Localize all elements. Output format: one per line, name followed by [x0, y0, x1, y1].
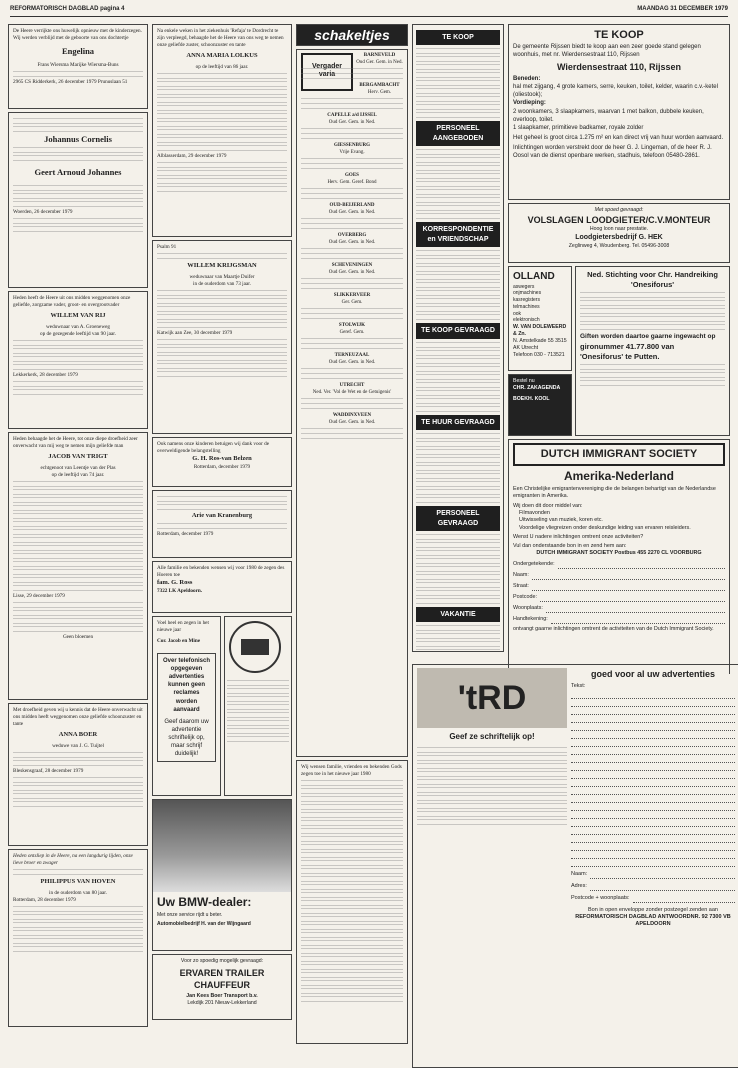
- stichting-giro: gironummer 41.77.800 van: [580, 342, 675, 352]
- meeting-notice: [301, 173, 403, 200]
- meeting-place: SLIKKERVEER: [333, 293, 371, 298]
- dutch-immigrant-society-ad: [508, 439, 730, 674]
- meeting-place: BARNEVELD: [363, 53, 396, 58]
- rd-tagline: Geef ze schriftelijk op!: [449, 732, 535, 741]
- rd-text-line[interactable]: [571, 771, 735, 779]
- dis-field-label: Naam:: [513, 572, 529, 579]
- notice-second-name: Geert Arnoud Johannes: [34, 167, 122, 178]
- notice-date: Lisse, 29 december 1979: [13, 592, 65, 599]
- tekoop-intro: De gemeente Rijssen biedt te koop aan een zeer goede stand gelegen woonhuis, met nr. Wierdensestraat 110, Rijssen: [513, 43, 701, 58]
- section-banner: VAKANTIE: [416, 607, 500, 622]
- meeting-notice: [301, 293, 403, 320]
- rd-text-line[interactable]: [571, 811, 735, 819]
- telefonisch-line1: Over telefonisch opgegeven advertenties kunnen geen reclames worden aanvaard: [162, 658, 210, 713]
- meeting-place: OVERBERG: [337, 233, 367, 238]
- rd-text-line[interactable]: [571, 795, 735, 803]
- notice-sub: echtgenoot van Leentje van der Plas: [40, 464, 116, 471]
- rd-text-line[interactable]: [571, 835, 735, 843]
- dis-field-input[interactable]: [551, 616, 725, 624]
- notice-sub: weduwnaar van A. Groeneweg: [46, 323, 110, 330]
- dis-form-row: [513, 605, 725, 613]
- notice-date: Rotterdam, 28 december 1979: [13, 896, 76, 903]
- section-banner: TE KOOP: [416, 30, 500, 45]
- dis-sub: Amerika-Nederland: [563, 468, 675, 483]
- dis-form-row: [513, 561, 725, 569]
- meeting-notice: [301, 353, 403, 380]
- dis-field-input[interactable]: [532, 583, 725, 591]
- meeting-church: Oud Ger. Gem. in Ned.: [328, 209, 376, 215]
- meeting-place: OUD-BEIJERLAND: [329, 203, 375, 208]
- notice-age: op de leeftijd van 74 jaar.: [51, 471, 105, 478]
- vacature-sub: Hoog loon naar prestatie.: [589, 226, 649, 233]
- notice-intro: Heden behaagde het de Heere, tot onze diepe droefheid zeer onverwacht van mij weg te nemen mijn geliefde man: [13, 436, 138, 450]
- rd-text-line[interactable]: [571, 819, 735, 827]
- rijssen-tekoop-ad: [508, 24, 730, 200]
- dis-form-row: [513, 572, 725, 580]
- olland-line: onjmachines: [513, 290, 542, 297]
- tekoop-area: Het geheel is groot circa 1.275 m² en kan direct vrij van huur worden aanvaard.: [513, 134, 724, 141]
- rd-text-line[interactable]: [571, 827, 735, 835]
- tekoop-verdieping: 2 woonkamers, 3 slaapkamers, waarvan 1 met balkon, dubbele keuken, overloop, toilet.: [513, 108, 704, 123]
- meeting-place: UTRECHT: [339, 383, 365, 388]
- meeting-notice: [301, 263, 403, 290]
- trailer-intro: Voor zo spoedig mogelijk gevraagd:: [180, 958, 264, 964]
- trailer-vacancy-ad: [152, 954, 292, 1020]
- stichting-title: Ned. Stichting voor Chr. Handreiking 'Onesiforus': [587, 270, 718, 290]
- olland-tel: Telefoon 030 - 713521: [513, 352, 565, 359]
- rd-text-line[interactable]: [571, 755, 735, 763]
- meeting-place: CAPELLE a/d IJSSEL: [327, 113, 377, 118]
- rd-text-line[interactable]: [571, 787, 735, 795]
- newyear-wishes: [296, 760, 408, 1044]
- dis-title: DUTCH IMMIGRANT SOCIETY: [513, 443, 725, 466]
- notice-intro: Ook namens onze kinderen betuigen wij dank voor de overweldigende belangstelling: [157, 441, 270, 455]
- olland-line: telmachines: [513, 303, 540, 310]
- rd-text-line[interactable]: [571, 699, 735, 707]
- schakeltjes-masthead: schakeltjes: [296, 24, 408, 46]
- header-left: REFORMATORISCH DAGBLAD pagina 4: [10, 6, 125, 12]
- notice-name: PHILIPPUS VAN HOVEN: [40, 878, 116, 886]
- rd-address: REFORMATORISCH DAGBLAD ANTWOORDNR. 92 7300 VB APELDOORN: [575, 913, 731, 928]
- meeting-church: Oud Ger. Gem. in Ned.: [356, 59, 403, 65]
- notice-text: Alle familie en bekenden wensen wij voor 1980 de zegen des Hoeren toe: [157, 565, 285, 579]
- classifieds: [412, 24, 504, 652]
- column-classifieds: [412, 24, 504, 654]
- notice-sub: in de ouderdom van 80 jaar.: [49, 889, 107, 896]
- notice-name: G. H. Ros-van Belzen: [192, 455, 252, 463]
- meeting-place: TERNEUZAAL: [334, 353, 370, 358]
- notice-text: Voel heel en zegen in het nieuwe jaar: [157, 620, 209, 634]
- meeting-notice: [301, 113, 403, 140]
- olland-line: kasregisters: [513, 297, 540, 303]
- onesiforus-ad: [575, 266, 730, 436]
- meeting-notice: [301, 143, 403, 170]
- notice-name: Engelina: [61, 46, 95, 57]
- meeting-church: Ger. Gem.: [341, 299, 363, 305]
- meeting-church: Vrije Evang.: [339, 149, 365, 155]
- notice-sub: weduwe van J. G. Tuijtel: [52, 742, 104, 749]
- notice-intro: Heden heeft de Heere uit ons midden weggenomen onze geliefde, zorgzame vader, groot- en overgrootvader: [13, 295, 131, 309]
- vacature-company: Loodgietersbedrijf G. HEK: [575, 234, 663, 242]
- olland-ad: [508, 266, 572, 371]
- vergader-varia: [296, 49, 408, 757]
- notice-date: Katwijk aan Zee, 30 december 1979: [157, 329, 233, 336]
- dis-field-label: Ondergetekende:: [513, 561, 555, 568]
- death-notice-van-trigt: [8, 432, 148, 700]
- section-banner: PERSONEEL AANGEBODEN: [416, 121, 500, 146]
- column-family-notices-2: [152, 24, 292, 1060]
- meeting-notice: [301, 413, 403, 440]
- vacature-intro: Met spoed gevraagd:: [594, 207, 644, 213]
- rd-send: Bon in open enveloppe zonder postzegel zenden aan: [588, 906, 718, 913]
- notice-sub: weduwnaar van Maartje Duifer: [189, 273, 255, 280]
- notice-place: Rotterdam, december 1979: [193, 463, 251, 470]
- zakagenda-name: CHR. ZAKAGENDA: [513, 385, 561, 392]
- page-header: [10, 4, 728, 17]
- tekoop-title: TE KOOP: [594, 29, 644, 41]
- dealer-tag: Met onze service rijdt u beter.: [157, 912, 223, 919]
- section-banner: PERSONEEL GEVRAAGD: [416, 506, 500, 531]
- rd-text-line[interactable]: [571, 779, 735, 787]
- vergader-varia-logo: Vergader varia: [301, 53, 353, 91]
- birth-notice: [8, 24, 148, 109]
- rd-advertentie-bon: [412, 664, 738, 1068]
- tekoop-address: Wierdensestraat 110, Rijssen: [557, 62, 681, 73]
- notice-psalm: Psalm 91: [157, 244, 177, 250]
- loodgieter-vacancy-ad: [508, 203, 730, 263]
- rd-text-line[interactable]: [571, 739, 735, 747]
- rd-text-line[interactable]: [571, 715, 735, 723]
- notice-intro: De Heere verrijkte ons huwelijk opnieuw met de kinderzegen. Wij werden verblijd met de geboorte van ons dochtertje: [13, 28, 142, 42]
- zakagenda-name2: BOEKH. KOOL: [513, 396, 550, 403]
- meeting-notice: [301, 383, 403, 410]
- header-right: MAANDAG 31 DECEMBER 1979: [637, 6, 728, 12]
- car-photo: [153, 800, 291, 892]
- notice-age: op de gezegende leeftijd van 90 jaar.: [40, 330, 116, 337]
- olland-name: W. VAN DOLEWEERD & Zn.: [513, 324, 567, 338]
- column-display-ads: [508, 24, 730, 674]
- notice-name: WILLEM VAN RIJ: [50, 312, 106, 320]
- stichting-recipient: 'Onesiforus' te Putten.: [580, 352, 660, 362]
- rd-text-line[interactable]: [571, 843, 735, 851]
- dis-field-input[interactable]: [558, 561, 725, 569]
- olland-addr: N. Amstelkade 55 3515 AK Utrecht: [513, 338, 567, 352]
- rd-logo: 'tRD: [417, 668, 567, 728]
- meeting-notice: [301, 233, 403, 260]
- dealer-logo: Uw BMW-dealer:: [157, 895, 252, 909]
- thanks-notice-kranenburg: [152, 490, 292, 558]
- van-horssen-logo-icon: [227, 619, 283, 675]
- meeting-notice: [301, 323, 403, 350]
- tekoop-label-beneden: Beneden:: [513, 76, 541, 83]
- notice-date: Rotterdam, december 1979: [157, 530, 214, 537]
- dis-means-item: Voordelige vliegreizen onder deskundige leiding van ervaren reisleiders.: [519, 524, 691, 531]
- dis-address: DUTCH IMMIGRANT SOCIETY Postbus 455 2270 CL VOORBURG: [536, 550, 702, 557]
- newyear-notice-jacob: [152, 616, 221, 796]
- notice-intro: Heden ontsliep in de Heere, na een langdurig lijden, onze lieve broer en zwager: [13, 853, 133, 867]
- olland-line: ook: [513, 310, 522, 317]
- rd-text-line[interactable]: [571, 859, 735, 867]
- notice-age: op de leeftijd van 86 jaar.: [195, 63, 249, 70]
- dis-field-label: Handtekening:: [513, 616, 548, 623]
- notice-place: 2965 CS Ridderkerk, 26 december 1979 Prunuslaan 51: [13, 78, 128, 85]
- tekoop-info: Inlichtingen worden verstrekt door de heer G. J. Lingeman, of de heer R. J. Oosol van de dienst openbare werken, stadhuis, telefoon 05480-2861.: [513, 144, 712, 160]
- wishes-text: Wij wensen familie, vrienden en bekenden Gods zegen toe in het nieuwe jaar 1980: [301, 764, 402, 778]
- dis-means-item: Uitwisseling van muziek, koren etc.: [519, 517, 603, 524]
- rd-text-line[interactable]: [571, 747, 735, 755]
- notice-name: ANNA MARIA LOLKUS: [186, 52, 258, 60]
- notice-addr: 7322 LK Apeldoorn.: [157, 587, 203, 594]
- notice-date: Lekkerkerk, 28 december 1979: [13, 371, 78, 378]
- death-notice-krijgsman: [152, 240, 292, 434]
- death-notice-van-rij: [8, 291, 148, 429]
- rd-text-line[interactable]: [571, 851, 735, 859]
- dis-question: Wenst U nadere inlichtingen omtrent onze activiteiten?: [513, 533, 644, 540]
- rd-form-row: [571, 883, 735, 891]
- zakagenda-label: Bestel nu: [513, 378, 535, 385]
- notice-name: fam. G. Ross: [157, 579, 193, 587]
- olland-word: OLLAND: [513, 271, 555, 282]
- dis-form-row: [513, 616, 725, 624]
- vacature-title: VOLSLAGEN LOODGIETER/C.V.MONTEUR: [527, 215, 711, 226]
- rd-text-label: Tekst:: [571, 683, 586, 690]
- rd-field-input[interactable]: [590, 883, 735, 891]
- dis-foot: ontvangt gaarne inlichtingen omtrent de activiteiten van de Dutch Immigrant Society.: [513, 625, 714, 632]
- dis-field-input[interactable]: [540, 594, 725, 602]
- meeting-church: Oud Ger. Gem. in Ned.: [328, 419, 376, 425]
- dis-form-row: [513, 583, 725, 591]
- thanks-notice-ros: [152, 437, 292, 487]
- rd-form-row: [571, 871, 735, 879]
- dis-intro: Een Christelijke emigrantenvereniging die de belangen behartigt van de Nederlandse emigranten in Amerika.: [513, 486, 716, 500]
- dis-field-label: Straat:: [513, 583, 529, 590]
- notice-age: in de ouderdom van 73 jaar.: [193, 280, 251, 287]
- meeting-place: GOES: [345, 173, 359, 178]
- stichting-gift-intro: Giften worden daartoe gaarne ingewacht op: [580, 333, 716, 341]
- dis-field-label: Postcode:: [513, 594, 537, 601]
- rd-field-label: Adres:: [571, 883, 587, 890]
- trailer-addr: Lekdijk 201 Nieuw-Lekkerland: [187, 1000, 257, 1007]
- notice-name: Arie van Kranenburg: [191, 512, 253, 519]
- section-banner: TE KOOP GEVRAAGD: [416, 323, 500, 338]
- rd-text-line[interactable]: [571, 707, 735, 715]
- notice-place: Woerden, 26 december 1979: [13, 208, 73, 215]
- tekoop-zolder: 1 slaapkamer, primitieve badkamer, royale zolder: [513, 124, 644, 131]
- tekoop-beneden: hal met zijgang, 4 grote kamers, serre, keuken, toilet, kelder, waarin c.v.-ketel (oliestook);: [513, 84, 718, 99]
- column-vergader-varia: [296, 24, 408, 1060]
- notice-date: Bleskensgraaf, 28 december 1979: [13, 767, 84, 774]
- notice-name: JACOB VAN TRIGT: [48, 453, 108, 461]
- rd-field-label: Postcode + woonplaats:: [571, 895, 630, 902]
- meeting-church: Oud Ger. Gem. in Ned.: [328, 239, 376, 245]
- telefonisch-notice: [157, 653, 216, 762]
- rd-text-line[interactable]: [571, 691, 735, 699]
- olland-line: aswegers: [513, 283, 535, 290]
- meeting-church: Geref. Gem.: [339, 329, 365, 335]
- death-notice-lolkus: [152, 24, 292, 237]
- rd-field-input[interactable]: [633, 895, 735, 903]
- newyear-notice-ross: [152, 561, 292, 613]
- notice-foot: Geen bloemen: [62, 633, 94, 640]
- olland-line: elektronisch: [513, 317, 540, 324]
- rd-text-line[interactable]: [571, 803, 735, 811]
- section-banner: TE HUUR GEVRAAGD: [416, 415, 500, 430]
- notice-intro: Met droefheid geven wij u kennis dat de Heere onverwacht uit ons midden heeft weggenomen onze geliefde schoonzuster en tante: [13, 707, 143, 728]
- meeting-place: STOLWIJK: [338, 323, 366, 328]
- notice-intro: Na enkele weken in het ziekenhuis 'Refaja' te Dordrecht te zijn verpleegd, behaagde het de Heere van ons weg te nemen onze geliefde zuster, schoonzuster en tante: [157, 28, 284, 49]
- tekoop-label-verdieping: Vordieping:: [513, 100, 546, 107]
- death-notice-van-hoven: [8, 849, 148, 1027]
- trailer-title: ERVAREN TRAILER CHAUFFEUR: [179, 968, 265, 991]
- death-notice-anna-boer: [8, 703, 148, 846]
- birth-notice-2: [8, 112, 148, 288]
- rd-field-label: Naam:: [571, 871, 588, 878]
- zakagenda-ad: [508, 374, 572, 436]
- rd-headline: goed voor al uw advertenties: [590, 669, 716, 679]
- bmw-dealer-ad: [152, 799, 292, 951]
- notice-name: ANNA BOER: [58, 731, 98, 739]
- rd-text-line[interactable]: [571, 731, 735, 739]
- dis-field-input[interactable]: [532, 572, 725, 580]
- trailer-company: Jan Kees Boer Transport b.v.: [186, 993, 258, 1000]
- meeting-church: Herv. Gem. Geref. Bond: [327, 179, 377, 185]
- dis-cut: Vul dan onderstaande bon in en zend hem aan:: [513, 543, 627, 550]
- meeting-place: WADDINXVEEN: [332, 413, 372, 418]
- rd-text-line[interactable]: [571, 723, 735, 731]
- meeting-notice: [301, 203, 403, 230]
- meeting-church: Oud Ger. Gem. in Ned.: [328, 359, 376, 365]
- meeting-church: Oud Ger. Gem. in Ned.: [328, 269, 376, 275]
- telefonisch-line2: Geef daarom uw advertentie schriftelijk op, maar schrijf duidelijk!: [164, 718, 209, 758]
- dis-means-item: Filmavonden: [519, 509, 550, 516]
- rd-field-input[interactable]: [590, 871, 735, 879]
- dis-field-input[interactable]: [546, 605, 725, 613]
- dis-means-intro: Wij doen dit door middel van:: [513, 502, 583, 509]
- rd-form-row: [571, 895, 735, 903]
- van-horssen-ad: [224, 616, 292, 796]
- dis-form-row: [513, 594, 725, 602]
- rd-text-line[interactable]: [571, 763, 735, 771]
- meeting-church: Ned. Ver. 'Vol de Wet en de Getuigenis': [312, 389, 392, 395]
- notice-date: Alblasserdam, 29 december 1979: [157, 152, 227, 159]
- notice-parents: Frans Wiersma Marijke Wiersma-Buns: [37, 61, 119, 68]
- meeting-place: BERGAMBACHT: [359, 83, 400, 88]
- meeting-place: GIESSENBURG: [333, 143, 371, 148]
- dis-field-label: Woonplaats:: [513, 605, 543, 612]
- notice-name: WILLEM KRIJGSMAN: [187, 262, 257, 270]
- meeting-church: Herv. Gem.: [367, 89, 392, 95]
- column-family-notices-1: [8, 24, 148, 1060]
- notice-name: Johannus Cornelis: [44, 134, 112, 144]
- meeting-place: SCHEVENINGEN: [331, 263, 373, 268]
- dealer-name: Automobielbedrijf H. van der Wijngaard: [157, 920, 251, 927]
- meeting-church: Oud Ger. Gem. in Ned.: [328, 119, 376, 125]
- notice-name: Cor. Jacob en Mine: [157, 638, 201, 645]
- vacature-addr: Zeglinweg 4, Woudenberg. Tel. 05496-3008: [568, 242, 670, 249]
- section-banner: KORRESPONDENTIE en VRIENDSCHAP: [416, 222, 500, 247]
